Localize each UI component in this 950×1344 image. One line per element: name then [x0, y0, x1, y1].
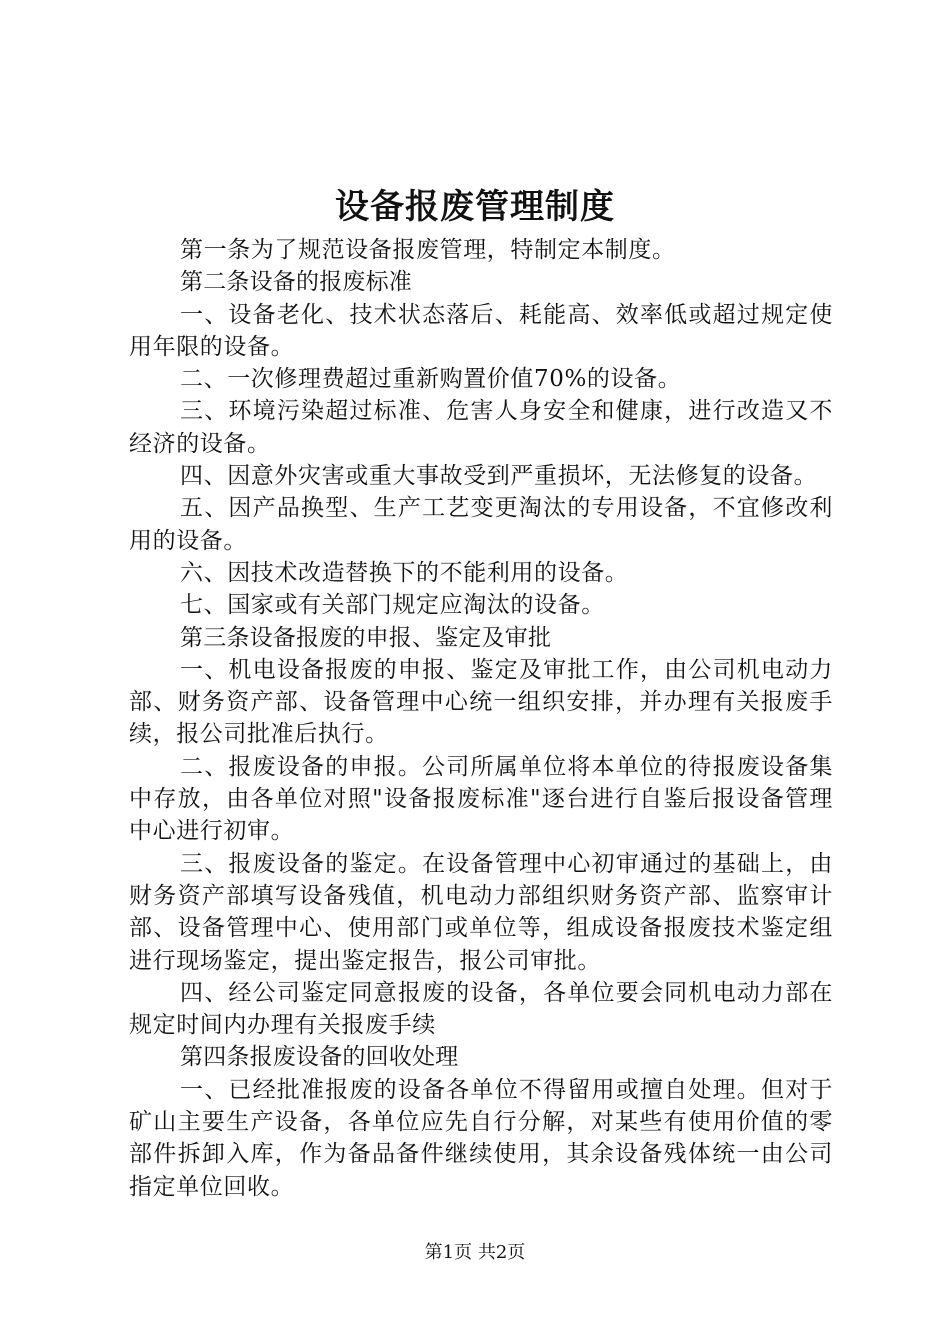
article-3-item-2: 二、报废设备的申报。公司所属单位将本单位的待报废设备集中存放，由各单位对照"设备报废标准"逐台进行自鉴后报设备管理中心进行初审。: [129, 753, 833, 845]
article-2-item-4: 四、因意外灾害或重大事故受到严重损坏，无法修复的设备。: [180, 463, 818, 490]
document-body: [129, 234, 833, 1203]
article-4-heading: 第四条报废设备的回收处理: [180, 1044, 459, 1071]
article-2-item-7: 七、国家或有关部门规定应淘汰的设备。: [180, 592, 605, 619]
article-3-item-1: 一、机电设备报废的申报、鉴定及审批工作，由公司机电动力部、财务资产部、设备管理中心统一组织安排，并办理有关报废手续，报公司批准后执行。: [129, 656, 833, 748]
article-1-paragraph: 第一条为了规范设备报废管理，特制定本制度。: [180, 237, 676, 263]
article-2-item-1: 一、设备老化、技术状态落后、耗能高、效率低或超过规定使用年限的设备。: [129, 301, 833, 360]
article-2-item-6: 六、因技术改造替换下的不能利用的设备。: [180, 559, 629, 586]
article-2-item-5: 五、因产品换型、生产工艺变更淘汰的专用设备，不宜修改利用的设备。: [129, 495, 833, 554]
article-2-item-3: 三、环境污染超过标准、危害人身安全和健康，进行改造又不经济的设备。: [129, 398, 833, 457]
article-3-heading: 第三条设备报废的申报、鉴定及审批: [180, 624, 552, 651]
article-3-item-4: 四、经公司鉴定同意报废的设备，各单位要会同机电动力部在规定时间内办理有关报废手续: [129, 979, 833, 1039]
article-4-item-1: 一、已经批准报废的设备各单位不得留用或擅自处理。但对于矿山主要生产设备，各单位应先自行分解，对某些有使用价值的零部件拆卸入库，作为备品备件继续使用，其余设备残体统一由公司指定单位回收。: [129, 1076, 833, 1200]
document-title: 设备报废管理制度: [335, 187, 615, 227]
article-3-item-3: 三、报废设备的鉴定。在设备管理中心初审通过的基础上，由财务资产部填写设备残值，机电动力部组织财务资产部、监察审计部、设备管理中心、使用部门或单位等，组成设备报废技术鉴定组进行现场鉴定，提出鉴定报告，报公司审批。: [129, 850, 833, 974]
article-2-item-2: 二、一次修理费超过重新购置价值70%的设备。: [180, 366, 682, 393]
page-number-footer: 第1页 共2页: [424, 1242, 526, 1263]
article-2-heading: 第二条设备的报废标准: [180, 269, 412, 296]
